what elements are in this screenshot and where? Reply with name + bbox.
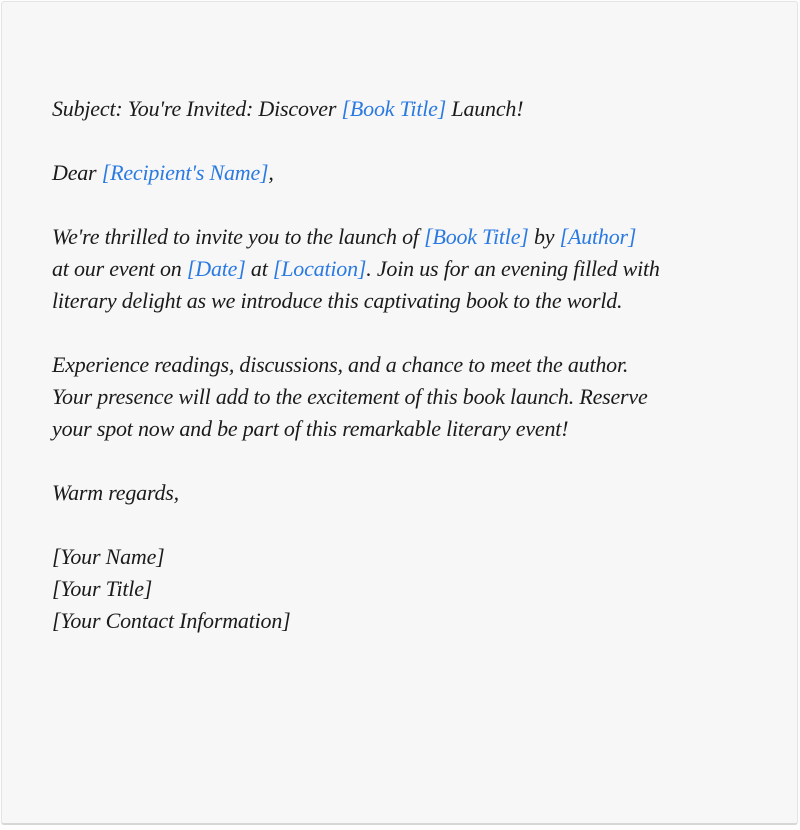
paragraph-invitation [52, 221, 797, 317]
text-segment: [Your Name] [52, 544, 165, 569]
signature-block-line-3 [52, 605, 797, 637]
text-segment: by [528, 224, 560, 249]
text-segment: . Join us for an evening filled with [366, 256, 660, 281]
signature-block-line-2 [52, 573, 797, 605]
subject-line [52, 93, 797, 125]
paragraph-details-line-2 [52, 381, 797, 413]
closing [52, 477, 797, 509]
text-segment: Dear [52, 160, 102, 185]
text-segment: Subject: You're Invited: Discover [52, 96, 342, 121]
placeholder-token: [Date] [186, 256, 246, 281]
text-segment: Warm regards, [52, 480, 179, 505]
salutation-line-1 [52, 157, 797, 189]
signature-block [52, 541, 797, 637]
salutation [52, 157, 797, 189]
text-segment: at our event on [52, 256, 187, 281]
text-segment: , [268, 160, 274, 185]
placeholder-token: [Recipient's Name] [101, 160, 269, 185]
text-segment: Your presence will add to the excitement of this book launch. Reserve [52, 384, 648, 409]
placeholder-token: [Book Title] [424, 224, 529, 249]
paragraph-details [52, 349, 797, 445]
placeholder-token: [Book Title] [341, 96, 447, 121]
placeholder-token: [Author] [559, 224, 637, 249]
text-segment: We're thrilled to invite you to the launch of [52, 224, 425, 249]
text-segment: Launch! [446, 96, 524, 121]
paragraph-invitation-line-1 [52, 221, 797, 253]
paragraph-details-line-3 [52, 413, 797, 445]
text-segment: [Your Contact Information] [52, 608, 291, 633]
text-segment: Experience readings, discussions, and a chance to meet the author. [52, 352, 629, 377]
text-segment: [Your Title] [52, 576, 153, 601]
letter-body [2, 2, 797, 637]
text-segment: your spot now and be part of this remarkable literary event! [52, 416, 569, 441]
subject-line-line-1 [52, 93, 797, 125]
paragraph-invitation-line-2 [52, 253, 797, 285]
signature-block-line-1 [52, 541, 797, 573]
text-segment: at [245, 256, 273, 281]
text-segment: literary delight as we introduce this captivating book to the world. [52, 288, 623, 313]
closing-line-1 [52, 477, 797, 509]
paragraph-details-line-1 [52, 349, 797, 381]
letter-card [1, 1, 798, 825]
paragraph-invitation-line-3 [52, 285, 797, 317]
placeholder-token: [Location] [272, 256, 367, 281]
